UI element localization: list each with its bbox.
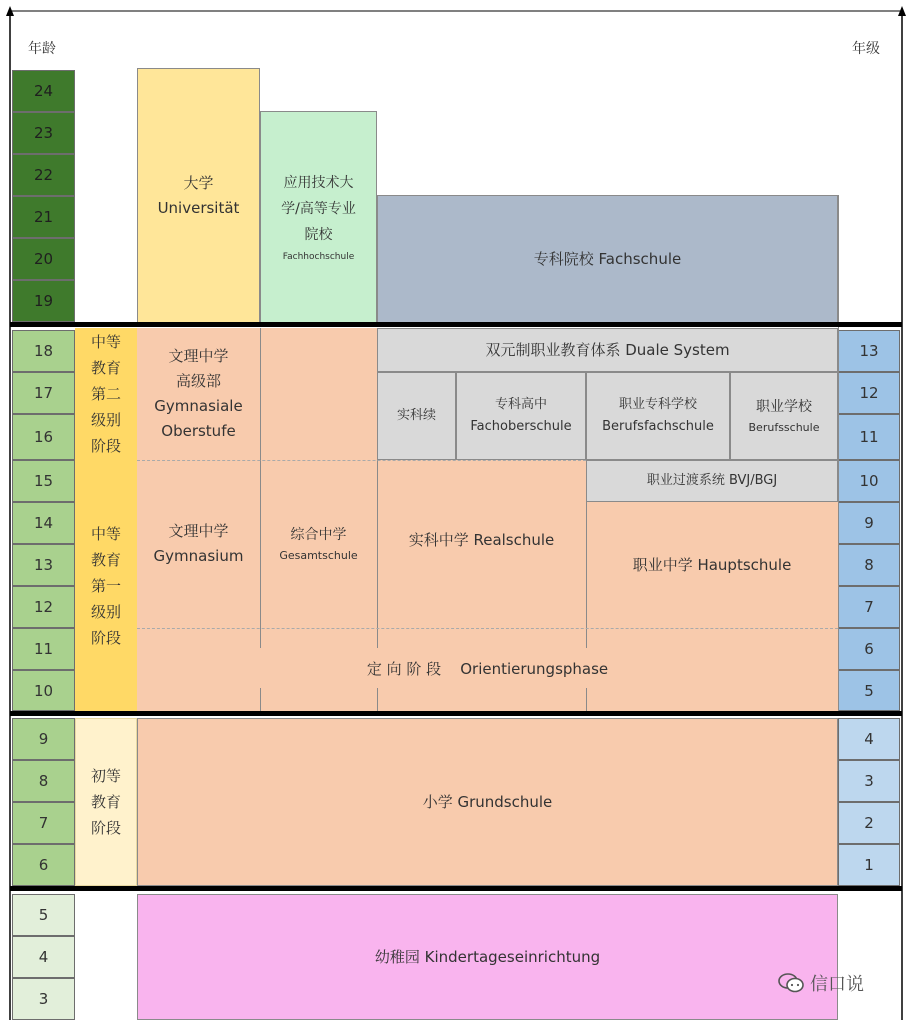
grade-cell: 1 — [838, 844, 900, 886]
grade-cell: 10 — [838, 460, 900, 502]
gymnasiale-oberstufe-block: 文理中学 高级部 Gymnasiale Oberstufe — [137, 328, 260, 460]
grade-cell: 5 — [838, 670, 900, 711]
dashed-divider — [137, 628, 838, 629]
grade-cell: 12 — [838, 372, 900, 414]
grade-axis-label: 年级 — [852, 41, 880, 57]
grade-cell: 6 — [838, 628, 900, 670]
grade-cell: 11 — [838, 414, 900, 460]
grade-cell: 3 — [838, 760, 900, 802]
age-cell: 22 — [12, 154, 75, 196]
grade-cell: 4 — [838, 718, 900, 760]
age-cell: 12 — [12, 586, 75, 628]
grade-cell: 7 — [838, 586, 900, 628]
gesamtschule-block — [260, 460, 377, 628]
fachhochschule-cn: 应用技术大 学/高等专业 院校 — [281, 174, 356, 243]
age-cell: 11 — [12, 628, 75, 670]
grade-cell: 2 — [838, 802, 900, 844]
age-cell: 5 — [12, 894, 75, 936]
grundschule-block: 小学 Grundschule — [137, 718, 838, 886]
fachhochschule-block — [260, 111, 377, 324]
age-cell: 14 — [12, 502, 75, 544]
chat-bubble-icon — [778, 972, 804, 994]
age-cell: 8 — [12, 760, 75, 802]
divider — [377, 688, 378, 711]
dashed-divider — [137, 460, 586, 461]
stage-secondary-1: 中等 教育 第一 级别 阶段 — [75, 460, 137, 711]
age-cell: 23 — [12, 112, 75, 154]
gesamtschule-cn: 综合中学 — [290, 527, 347, 543]
stage-separator — [10, 711, 902, 716]
age-cell: 17 — [12, 372, 75, 414]
stage-separator — [10, 886, 902, 891]
berufsschule-block — [730, 372, 838, 460]
berufsfachschule-block: 职业专科学校 Berufsfachschule — [586, 372, 730, 460]
university-block: 大学 Universität — [137, 68, 260, 324]
realschule-block: 实科中学 Realschule — [377, 460, 586, 628]
divider — [586, 460, 587, 648]
hauptschule-block: 职业中学 Hauptschule — [586, 502, 838, 628]
stage-secondary-2: 中等 教育 第二 级别 阶段 — [75, 328, 137, 460]
berufsschule-cn: 职业学校 — [756, 399, 812, 415]
stage-primary: 初等 教育 阶段 — [75, 718, 137, 886]
grade-cell: 13 — [838, 330, 900, 372]
age-cell: 19 — [12, 280, 75, 322]
watermark-text: 信口说 — [810, 974, 864, 995]
berufsschule-de: Berufsschule — [748, 421, 820, 434]
age-cell: 10 — [12, 670, 75, 711]
age-cell: 3 — [12, 978, 75, 1020]
age-cell: 24 — [12, 70, 75, 112]
divider — [377, 328, 378, 648]
divider — [260, 328, 261, 648]
grade-cell: 8 — [838, 544, 900, 586]
divider — [586, 688, 587, 711]
age-cell: 15 — [12, 460, 75, 502]
divider — [838, 195, 839, 711]
kindergarten-block: 幼稚园 Kindertageseinrichtung — [137, 894, 838, 1020]
gymnasium-block: 文理中学 Gymnasium — [137, 460, 260, 628]
age-cell: 21 — [12, 196, 75, 238]
age-cell: 4 — [12, 936, 75, 978]
divider — [260, 688, 261, 711]
age-cell: 13 — [12, 544, 75, 586]
bvj-bgj-block: 职业过渡系统 BVJ/BGJ — [586, 460, 838, 502]
age-cell: 16 — [12, 414, 75, 460]
age-cell: 20 — [12, 238, 75, 280]
realschule-continuation-block: 实科续 — [377, 372, 456, 460]
watermark — [778, 970, 864, 996]
age-cell: 7 — [12, 802, 75, 844]
fachhochschule-de: Fachhochschule — [282, 251, 355, 262]
fachoberschule-block: 专科高中 Fachoberschule — [456, 372, 586, 460]
stage-separator — [10, 322, 902, 327]
fachschule-block: 专科院校 Fachschule — [377, 195, 838, 324]
age-cell: 6 — [12, 844, 75, 886]
dual-system-block: 双元制职业教育体系 Duale System — [377, 328, 838, 372]
grade-cell: 9 — [838, 502, 900, 544]
age-cell: 18 — [12, 330, 75, 372]
age-axis-label: 年龄 — [28, 41, 56, 57]
gesamtschule-de: Gesamtschule — [279, 549, 358, 562]
age-cell: 9 — [12, 718, 75, 760]
orientation-phase-block: 定 向 阶 段 Orientierungsphase — [137, 628, 838, 711]
